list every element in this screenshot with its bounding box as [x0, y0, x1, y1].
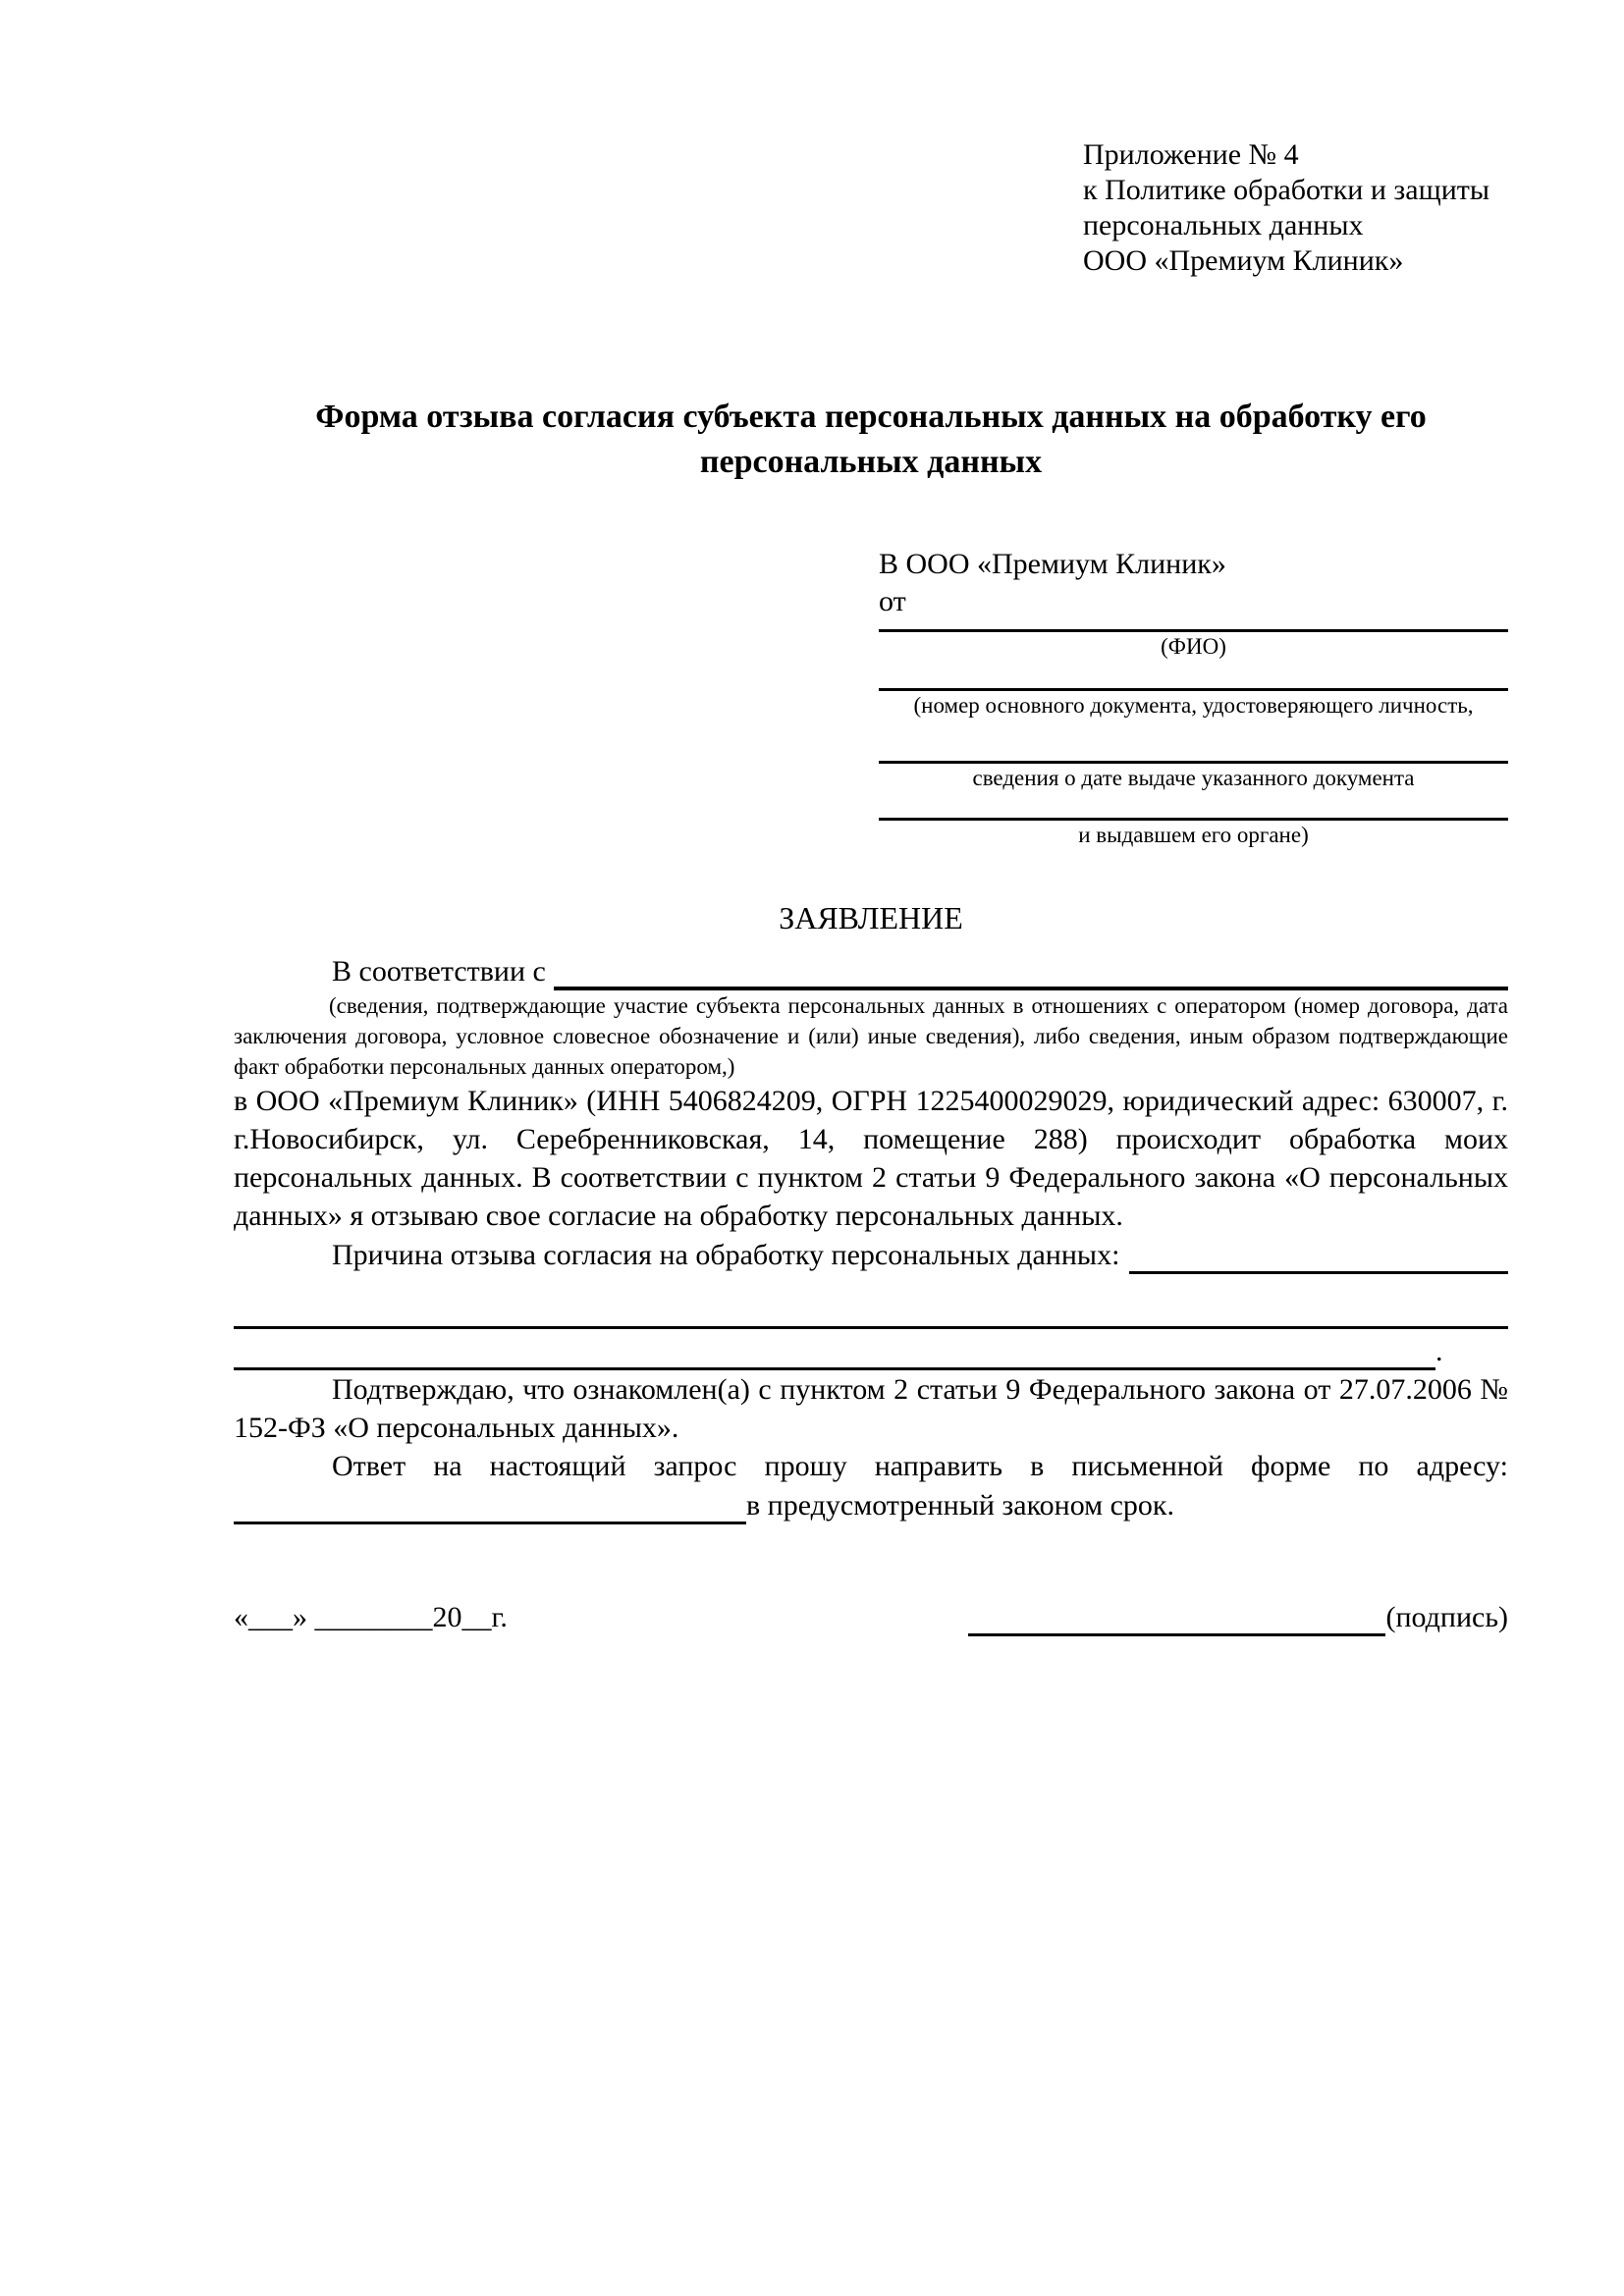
reason-blank-line-1	[234, 1289, 1508, 1329]
reason-line	[234, 1235, 1508, 1274]
annex-line: Приложение № 4	[1083, 138, 1299, 171]
intro-line	[234, 951, 1508, 990]
reason-label: Причина отзыва согласия на обработку персональных данных:	[332, 1239, 1120, 1271]
body-paragraph: в ООО «Премиум Клиник» (ИНН 5406824209, ОГРН 1225400029029, юридический адрес: 630007, г. г.Новосибирск, ул. Серебренниковская, 14, помещение 288) происходит обработка моих персональных данных. В соответствии с пунктом 2 статьи 9 Федерального закона «О персональных данных» я отзываю свое согласие на обработку персональных данных.	[234, 1085, 1508, 1232]
addressee-organization: В ООО «Премиум Клиник»	[879, 548, 1226, 580]
document-title: Форма отзыва согласия субъекта персональных данных на обработку его персональных данных	[315, 399, 1427, 480]
issue-date-caption: сведения о дате выдаче указанного документа	[972, 766, 1415, 790]
intro-lead-text: В соответствии с	[332, 955, 546, 988]
address-fill-line	[234, 1489, 746, 1524]
date-blank: «___» ________20__г.	[234, 1601, 508, 1633]
issuing-authority-fill-line	[879, 793, 1508, 821]
intro-note: (сведения, подтверждающие участие субъекта персональных данных в отношениях с оператором (номер договора, дата заключения договора, условное словесное обозначение и (или) иные сведения), либо сведения, иным образом подтверждающие факт обработки персональных данных оператором,)	[234, 993, 1508, 1079]
reason-fill-line	[1129, 1241, 1508, 1274]
reason-blank-line-2	[234, 1329, 1508, 1370]
addressee-block	[879, 546, 1508, 850]
reason-period: .	[1435, 1335, 1443, 1367]
annex-line: к Политике обработки и защиты	[1083, 174, 1490, 206]
document-number-fill-line	[879, 662, 1508, 691]
fio-caption: (ФИО)	[1161, 634, 1226, 659]
signature-caption: (подпись)	[1385, 1601, 1508, 1633]
issue-date-fill-line	[879, 721, 1508, 764]
addressee-from-label: от	[879, 585, 906, 617]
confirmation-paragraph: Подтверждаю, что ознакомлен(а) с пунктом 2 статьи 9 Федерального закона от 27.07.2006 № 152-ФЗ «О персональных данных».	[234, 1373, 1508, 1444]
statement-heading: ЗАЯВЛЕНИЕ	[779, 900, 963, 935]
annex-note	[1083, 137, 1508, 279]
annex-line: ООО «Премиум Клиник»	[1083, 244, 1404, 277]
issuing-authority-caption: и выдавшем его органе)	[1078, 823, 1309, 847]
annex-line: персональных данных	[1083, 209, 1364, 241]
document-number-caption: (номер основного документа, удостоверяющего личность,	[913, 693, 1474, 718]
signature-group	[968, 1598, 1508, 1636]
fio-fill-line	[879, 620, 1508, 632]
footer-row	[234, 1598, 1508, 1636]
reply-request-paragraph: Ответ на настоящий запрос прошу направить в письменной форме по адресу:	[332, 1450, 1508, 1482]
reason-blank-fill	[234, 1333, 1435, 1370]
reply-tail-text: в предусмотренный законом срок.	[746, 1489, 1174, 1522]
intro-fill-line	[554, 955, 1508, 990]
signature-fill-line	[968, 1601, 1385, 1636]
reply-address-line	[234, 1485, 1508, 1524]
